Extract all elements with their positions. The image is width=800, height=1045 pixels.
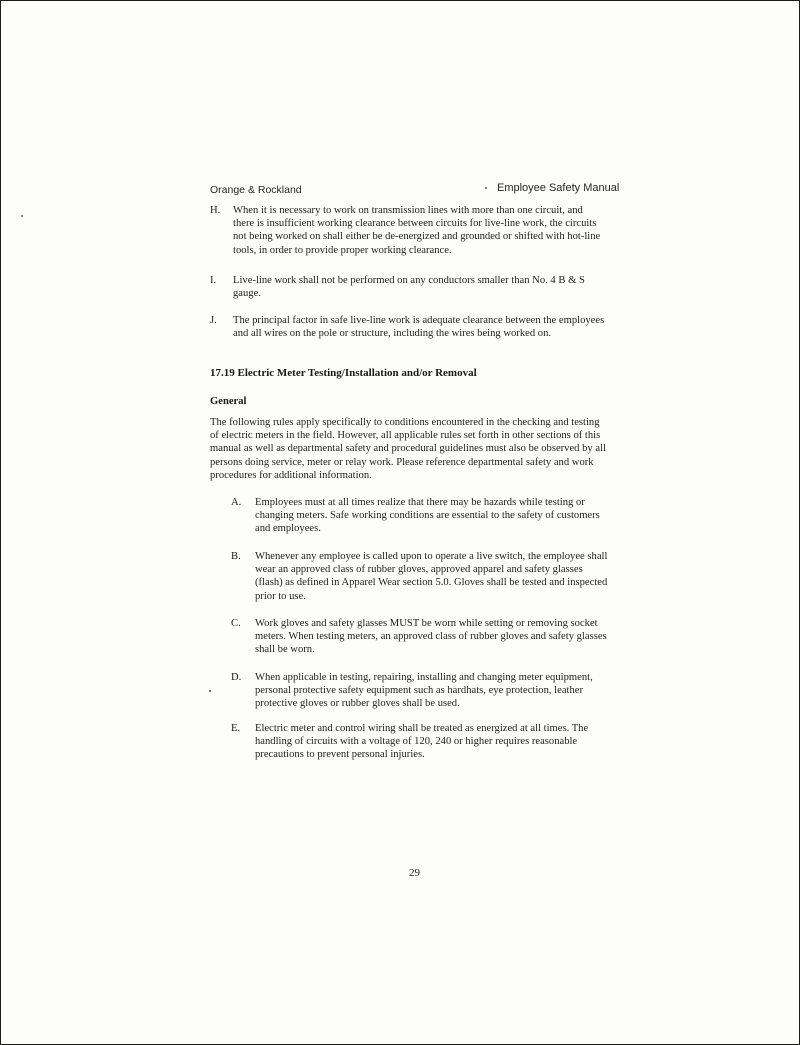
item-letter: A. bbox=[231, 497, 242, 508]
item-letter: C. bbox=[231, 618, 241, 629]
item-text: When applicable in testing, repairing, installing and changing meter equipment, personal protective safety equipment such as hardhats, eye protection, leather protective gloves or rubber gloves shall be used. bbox=[255, 672, 593, 710]
item-letter: B. bbox=[231, 551, 241, 562]
item-letter: H. bbox=[210, 205, 221, 216]
item-text: When it is necessary to work on transmission lines with more than one circuit, and there is insufficient working clearance between circuits for live-line work, the circuits not being worked on shall either be de-energized and grounded or shifted with hot-line tools, in order to provide proper working clearance. bbox=[233, 205, 601, 256]
item-letter: E. bbox=[231, 723, 241, 734]
item-text: The principal factor in safe live-line work is adequate clearance between the employees and all wires on the pole or structure, including the wires being worked on. bbox=[233, 315, 605, 340]
item-text: Employees must at all times realize that there may be hazards while testing or changing meters. Safe working conditions are essential to the safety of customers and employees. bbox=[255, 497, 600, 535]
intro-paragraph: The following rules apply specifically to conditions encountered in the checking and testing of electric meters in the field. However, all applicable rules set forth in other sections of this manual as well as departmental safety and procedural guidelines must also be observed by all persons doing service, meter or relay work. Please reference departmental safety and work procedures for additional information. bbox=[210, 417, 606, 481]
header-manual-title: Employee Safety Manual bbox=[497, 182, 620, 194]
item-text: Whenever any employee is called upon to operate a live switch, the employee shall wear an approved class of rubber gloves, approved apparel and safety glasses (flash) as defined in Apparel Wear section 5.0. Gloves shall be tested and inspected prior to use. bbox=[255, 551, 608, 602]
item-text: Electric meter and control wiring shall be treated as energized at all times. The handling of circuits with a voltage of 120, 240 or higher requires reasonable precautions to prevent personal injuries. bbox=[255, 723, 589, 761]
section-heading: 17.19 Electric Meter Testing/Installation and/or Removal bbox=[210, 367, 477, 379]
page-number: 29 bbox=[409, 867, 420, 879]
item-letter: I. bbox=[210, 275, 217, 286]
section-subheading: General bbox=[210, 396, 247, 407]
item-text: Work gloves and safety glasses MUST be worn while setting or removing socket meters. When testing meters, an approved class of rubber gloves and safety glasses shall be worn. bbox=[255, 618, 607, 656]
item-text: Live-line work shall not be performed on any conductors smaller than No. 4 B & S gauge. bbox=[233, 275, 585, 300]
scan-speck bbox=[209, 690, 211, 692]
header-company: Orange & Rockland bbox=[210, 184, 302, 196]
scan-speck bbox=[485, 187, 487, 189]
item-letter: D. bbox=[231, 672, 242, 683]
scan-speck bbox=[21, 215, 23, 217]
item-letter: J. bbox=[210, 315, 217, 326]
